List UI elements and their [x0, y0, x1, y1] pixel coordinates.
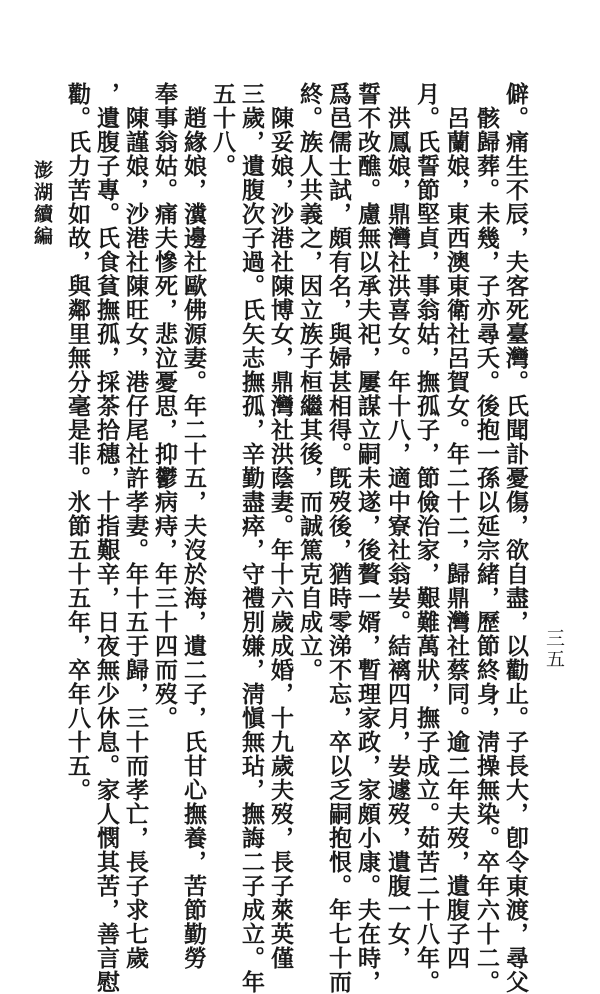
text-column-13: 奉事翁姑。痛夫慘死，悲泣憂思，抑鬱病痔，年三十四而歿。: [151, 82, 178, 730]
text-column-2: 骸歸葬。未幾，子亦尋夭。後抱一孫以延宗緒，歷節終身，淸操無染。卒年六十二。: [473, 106, 500, 994]
text-column-10: 三歲，遺腹次子過。氏矢志撫孤，辛勤盡瘁，守禮別嫌，淸愼無玷，撫誨二子成立。年: [238, 82, 265, 994]
text-column-11: 五十八。: [209, 82, 236, 178]
book-title: 澎湖續編: [31, 160, 53, 248]
text-column-16: 勸。氏力苦如故，與鄰里無分毫是非。氷節五十五年，卒年八十五。: [64, 82, 91, 802]
text-column-9: 陳妥娘，沙港社陳博女，鼎灣社洪蔭妻。年十六歲成婚，十九歲夫歿，長子萊英僅: [267, 106, 294, 970]
text-column-12: 趙緣娘，瀵邊社歐佛源妻。年二十五，夫沒於海，遺二子，氏甘心撫養，苦節勤勞: [180, 106, 207, 970]
text-column-4: 月。氏誓節堅貞，事翁姑，撫孤子，節儉治家，艱難萬狀，撫子成立。茹苦二十八年。: [413, 82, 440, 994]
text-column-8: 終。族人共義之，因立族子桓繼其後，而誠篤克自成立。: [296, 82, 323, 682]
text-column-5: 洪鳳娘，鼎灣社洪喜女。年十八，適中寮社翁妛。結褵四月，妛遽歿，遺腹一女，: [384, 106, 411, 970]
text-column-3: 呂蘭娘，東西澳東衛社呂賀女。年二十二，歸鼎灣社蔡同。逾二年夫歿，遺腹子四: [443, 106, 470, 970]
text-column-14: 陳謹娘，沙港社陳旺女，港仔尾社許孝妻。年十五于歸，三十而孝亡，長子求七歲: [122, 106, 149, 970]
text-column-7: 爲邑儒士試，頗有名，與婦甚相得。旣歿後，猶時零涕不忘，卒以乏嗣抱恨。年七十而: [325, 82, 352, 994]
page-number: 三五: [543, 628, 565, 670]
text-column-6: 誓不改醮。慮無以承夫祀，屢謀立嗣未遂，後贅一婿，暫理家政，家頗小康。夫在時，: [354, 82, 381, 994]
text-column-15: ，遺腹子專。氏食貧撫孤，採茶拾穗，十指艱辛，日夜無少休息。家人憫其苦，善言慰: [93, 82, 120, 994]
text-column-1: 僻。痛生不辰，夫客死臺灣。氏聞訃憂傷，欲自盡，以勸止。子長大，卽令東渡，尋父: [502, 82, 529, 994]
